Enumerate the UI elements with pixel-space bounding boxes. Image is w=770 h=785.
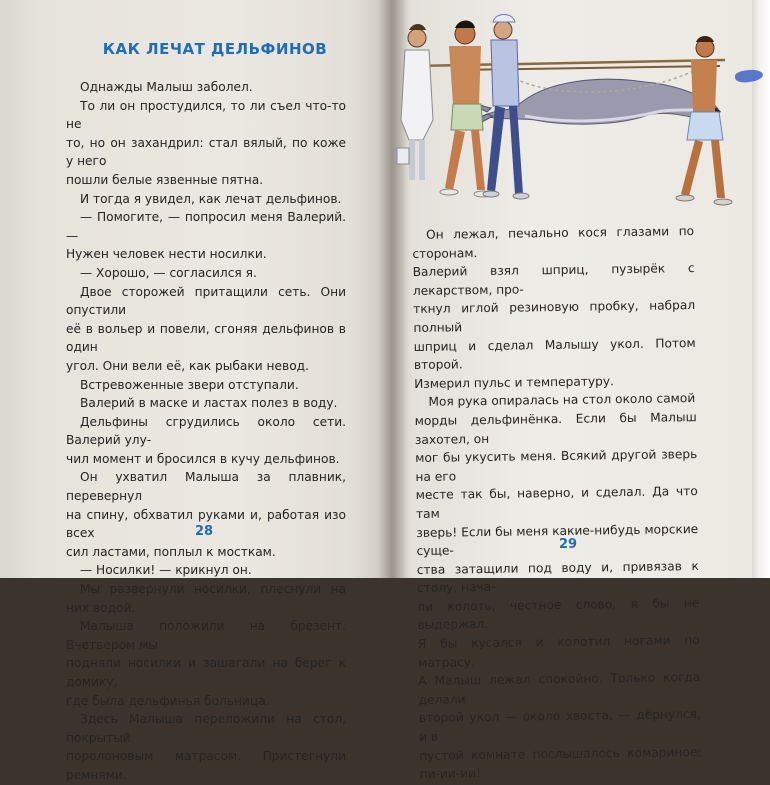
text-line: Двое сторожей притащили сеть. Они опустили [66, 284, 346, 318]
page-number-left: 28 [195, 524, 214, 539]
text-line: угол. Они вели её, как рыбаки невод. [66, 358, 309, 373]
text-line: Здесь Малыша переложили на стол, покрытый [66, 712, 346, 745]
text-line: ли колоть, честное слово, я бы не выдержал. [417, 595, 700, 633]
text-line: Мы развернули носилки, плеснули на них водой. [66, 582, 346, 615]
text-line: Валерий в маске и ластах полез в воду. [80, 396, 338, 411]
text-line: То ли он простудился, то ли съел что-то не [66, 98, 346, 132]
text-line: — Хорошо, — согласился я. [80, 265, 257, 280]
text-line: И тогда я увидел, как лечат дельфинов. [80, 191, 342, 206]
text-line: пошли белые язвенные пятна. [66, 172, 264, 187]
text-line: где была дельфинья больница. [66, 693, 270, 708]
text-line: ткнул иглой резиновую пробку, набрал полный [413, 298, 696, 335]
text-line: сил ластами, поплыл к мосткам. [66, 544, 276, 559]
text-line: ства затащили под воду и, привязав к столу, нача- [416, 558, 699, 596]
text-line: то, но он захандрил: стал вялый, по коже у него [66, 135, 346, 169]
text-line: второй укол — около хвоста, — дёрнулся, и в [418, 707, 701, 744]
text-line: — Носилки! — крикнул он. [80, 563, 252, 578]
right-text-column [412, 222, 702, 784]
text-line: зверь! Если бы меня какие-нибудь морские суще- [416, 521, 699, 559]
left-text-column [66, 78, 346, 785]
text-line: шприц и сделал Малышу укол. Потом второй. [413, 335, 696, 373]
text-line: на спину, обхватил руками и, работая изо всех [66, 507, 346, 541]
page-title: КАК ЛЕЧАТ ДЕЛЬФИНОВ [102, 40, 328, 58]
text-line: Он лежал, печально кося глазами по сторонам. [412, 224, 695, 261]
text-line: Малыша положили на брезент. Вчетвером мы [66, 619, 346, 652]
text-line: подняли носилки и зашагали на берег к домику, [66, 656, 346, 689]
text-line: поролоновым матрасом. Пристегнули ремнями. [66, 749, 346, 782]
text-line: Встревоженные звери отступали. [80, 377, 299, 392]
text-line: Валерий взял шприц, пузырёк с лекарством, про- [412, 261, 695, 298]
text-line: Я бы кусался и колотил ногами по матрасу. [417, 633, 700, 670]
text-line: месте так бы, наверно, и сделал. Да что там [415, 484, 698, 521]
text-line: Моя рука опиралась на стол около самой [428, 391, 696, 410]
text-line: Измерил пульс и температуру. [414, 373, 615, 391]
text-line: мог бы укусить меня. Всякий другой зверь на его [415, 447, 698, 484]
text-line: морды дельфинёнка. Если бы Малыш захотел, он [414, 409, 697, 447]
text-line: Дельфины сгрудились около сети. Валерий улу- [66, 414, 346, 448]
text-line: пустой комнате послышалось комариное: пи-ии-ии! [419, 744, 702, 782]
dolphin-stretcher-illustration [395, 8, 755, 220]
text-line: Он ухватил Малыша за плавник, перевернул [66, 470, 346, 504]
page-number-right: 29 [559, 537, 578, 552]
text-line: — Помогите, — попросил меня Валерий. — [66, 210, 346, 243]
text-line: А Малыш лежал спокойно. Только когда делали [418, 670, 701, 707]
text-line: Нужен человек нести носилки. [66, 247, 267, 262]
text-line: чил момент и бросился в кучу дельфинов. [66, 451, 340, 466]
text-line: её в вольер и повели, сгоняя дельфинов в один [66, 321, 346, 355]
text-line: Однажды Малыш заболел. [80, 80, 253, 94]
